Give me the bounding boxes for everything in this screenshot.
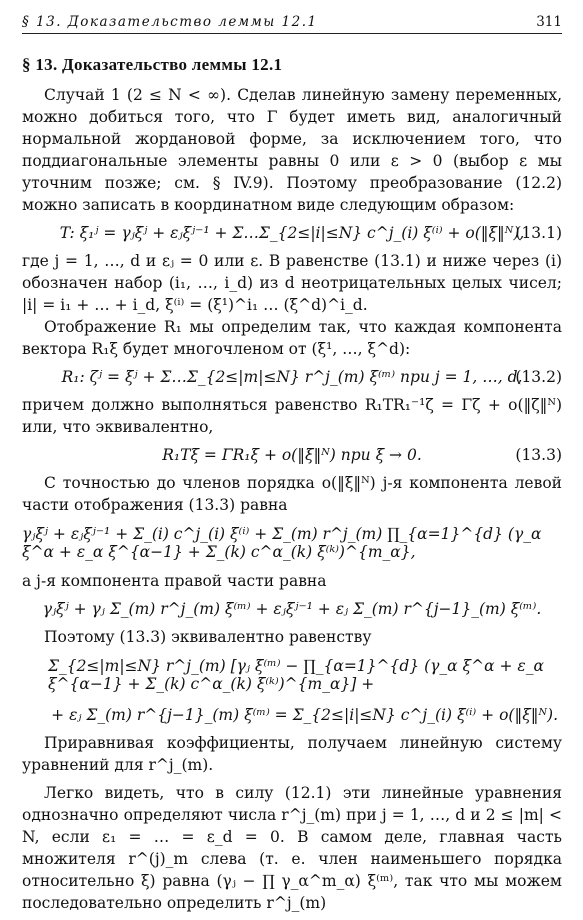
- equation-equivalent-line-2: [22, 702, 562, 728]
- paragraph-where: где j = 1, …, d и εⱼ = 0 или ε. В равенстве (13.1) и ниже через (i) обозначен набор (i₁, …, i_d) из d неотрицательных целых чисел; |i| = i₁ + … + i_d, ξ⁽ⁱ⁾ = (ξ¹)^i₁ … (ξ^d)^i_d.: [22, 252, 562, 314]
- equation-body: R₁Tξ = ΓR₁ξ + o(‖ξ‖ᴺ) при ξ → 0.: [162, 446, 422, 464]
- equation-left-part: [22, 520, 562, 566]
- equation-body: Σ_{2≤|m|≤N} r^j_(m) [γⱼ ξ⁽ᵐ⁾ − ∏_{α=1}^{d} (γ_α ξ^α + ε_α ξ^{α−1} + Σ_(k) c^α_(k) ξ⁽ᵏ⁾)^{m_α}] +: [48, 657, 544, 693]
- equation-body: R₁: ζʲ = ξʲ + Σ…Σ_{2≤|m|≤N} r^j_(m) ξ⁽ᵐ⁾ при j = 1, …, d,: [61, 368, 523, 386]
- paragraph-easy-to-see: Легко видеть, что в силу (12.1) эти линейные уравнения однозначно определяют числа r^j_(m) при j = 1, …, d и 2 ≤ |m| < N, если ε₁ = … = ε_d = 0. В самом деле, главная часть множителя r^(j)_m слева (т. е. член наименьшего порядка относительно ξ) равна (γⱼ − ∏ γ_α^m_α) ξ⁽ᵐ⁾, так что мы можем последовательно определить r^j_(m): [22, 784, 562, 912]
- running-head: [22, 14, 562, 30]
- equation-right-part: [22, 596, 562, 622]
- page-number: 311: [536, 14, 562, 30]
- paragraph-mapping-r1: Отображение R₁ мы определим так, что каждая компонента вектора R₁ξ будет многочленом от (ξ¹, …, ξ^d):: [22, 318, 562, 358]
- equation-13-2: [22, 364, 562, 390]
- paragraph-right-component: а j-я компонента правой части равна: [22, 572, 327, 590]
- equation-number: (13.1): [515, 224, 562, 242]
- equation-13-1: [22, 220, 562, 246]
- equation-number: (13.2): [515, 368, 562, 386]
- equation-body: T: ξ₁ʲ = γⱼξʲ + εⱼξʲ⁻¹ + Σ…Σ_{2≤|i|≤N} c^j_(i) ξ⁽ⁱ⁾ + o(‖ξ‖ᴺ),: [59, 224, 525, 242]
- section-title: § 13. Доказательство леммы 12.1: [22, 55, 283, 74]
- equation-body: γⱼξʲ + γⱼ Σ_(m) r^j_(m) ξ⁽ᵐ⁾ + εⱼξʲ⁻¹ + εⱼ Σ_(m) r^{j−1}_(m) ξ⁽ᵐ⁾.: [42, 600, 542, 618]
- equation-body: γⱼξʲ + εⱼξʲ⁻¹ + Σ_(i) c^j_(i) ξ⁽ⁱ⁾ + Σ_(m) r^j_(m) ∏_{α=1}^{d} (γ_α ξ^α + ε_α ξ^{α−1} + Σ_(k) c^α_(k) ξ⁽ᵏ⁾)^{m_α},: [22, 525, 542, 561]
- paragraph-equivalent: Поэтому (13.3) эквивалентно равенству: [44, 628, 372, 646]
- paragraph-condition: причем должно выполняться равенство R₁TR₁⁻¹ζ = Γζ + o(‖ζ‖ᴺ) или, что эквивалентно,: [22, 396, 562, 436]
- running-head-title: § 13. Доказательство леммы 12.1: [22, 14, 318, 30]
- paragraph-left-component: С точностью до членов порядка o(‖ξ‖ᴺ) j-я компонента левой части отображения (13.3) равна: [22, 474, 562, 514]
- equation-body: + εⱼ Σ_(m) r^{j−1}_(m) ξ⁽ᵐ⁾ = Σ_{2≤|i|≤N} c^j_(i) ξ⁽ⁱ⁾ + o(‖ξ‖ᴺ).: [51, 706, 558, 724]
- header-rule: [22, 33, 562, 34]
- paragraph-linear-system: Приравнивая коэффициенты, получаем линейную систему уравнений для r^j_(m).: [22, 734, 562, 774]
- equation-13-3: [22, 442, 562, 468]
- page: [22, 14, 562, 920]
- equation-number: (13.3): [515, 446, 562, 464]
- paragraph-case-1: Случай 1 (2 ≤ N < ∞). Сделав линейную замену переменных, можно добиться того, что Γ будет иметь вид, аналогичный нормальной жордановой форме, за исключением того, что поддиагональные элементы равны 0 или ε > 0 (выбор ε мы уточним позже; см. § IV.9). Поэтому преобразование (12.2) можно записать в координатном виде следующим образом:: [22, 86, 562, 214]
- equation-equivalent-line-1: [22, 652, 562, 698]
